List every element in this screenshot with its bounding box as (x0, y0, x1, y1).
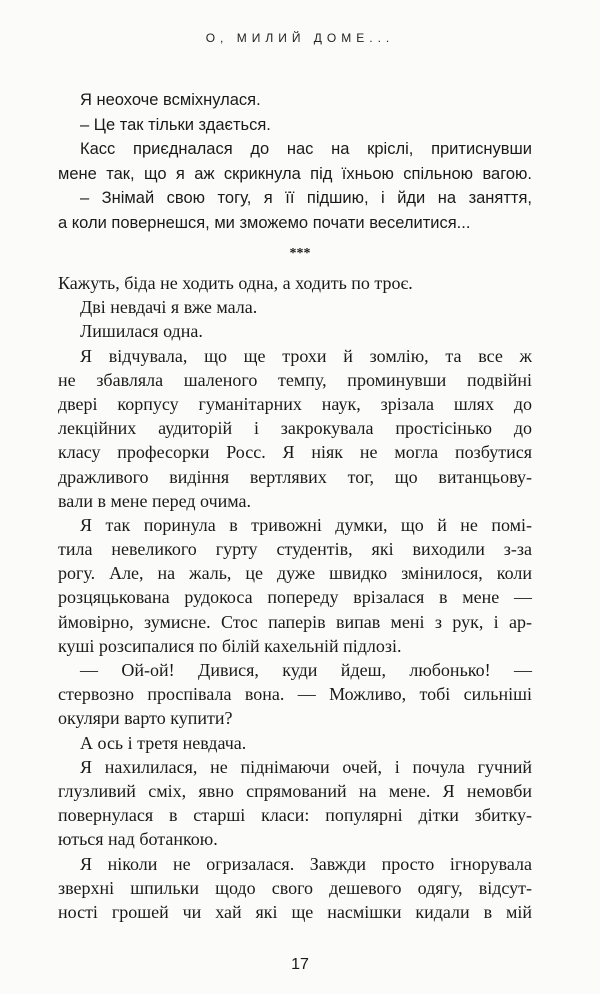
page-number: 17 (291, 956, 309, 973)
text-line: окуляри варто купити? (58, 708, 233, 729)
text-line: ються над ботанкою. (58, 829, 218, 850)
text-line: — Ой-ой! Дивися, куди йдеш, любонько! — (80, 660, 532, 680)
text-line: повернулася в старші класи: популярні дітки збитку- (58, 805, 532, 826)
text-line: дражливого видіння вертлявих тог, що витанцьову- (58, 466, 532, 487)
text-line: Кажуть, біда не ходить одна, а ходить по троє. (58, 273, 413, 293)
text-line: зверхні шпильки щодо свого дешевого одягу, відсут- (58, 877, 532, 898)
text-line: глузливий сміх, явно спрямований на мене. Я немовби (58, 780, 532, 801)
text-line: не збавляла шаленого темпу, проминувши подвійні (58, 369, 532, 390)
text-line: лекційних аудиторій і закрокувала простісінько до (58, 418, 532, 439)
text-line: Я неохоче всміхнулася. (80, 91, 261, 109)
text-line: класу професорки Росс. Я ніяк не могла позбутися (58, 442, 532, 463)
text-line: мене так, що я аж скрикнула під їхньою спільною вагою. (58, 164, 532, 183)
text-line: – Знімай свою тогу, я її підшию, і йди на заняття, (80, 189, 532, 208)
text-block-serif (58, 271, 532, 924)
text-line: Лишилася одна. (80, 321, 203, 342)
text-line: розцяцькована рудокоса попереду врізалася в мене — (58, 587, 532, 608)
text-line: а коли повернешся, ми зможемо почати веселитися... (58, 213, 471, 232)
text-line: Дві невдачі я вже мала. (80, 297, 258, 318)
section-separator: *** (289, 246, 311, 261)
text-line: Я ніколи не огризалася. Завжди просто ігнорувала (80, 853, 532, 874)
text-line: ймовірно, зумисне. Стос паперів випав мені з рук, і ар- (58, 611, 532, 632)
text-line: Я нахилилася, не піднімаючи очей, і почула гучний (80, 756, 532, 777)
text-line: куші розсипалися по білій кахельній підлозі. (58, 635, 402, 656)
text-line: Я відчувала, що ще трохи й зомлію, та все ж (80, 345, 532, 366)
running-header: О, МИЛИЙ ДОМЕ... (205, 31, 395, 45)
text-block-sans (58, 88, 532, 236)
text-line: стервозно проспівала вона. — Можливо, тобі сильніші (58, 684, 532, 705)
text-line: – Це так тільки здається. (80, 115, 271, 134)
text-line: Касс приєдналася до нас на кріслі, притиснувши (80, 140, 532, 159)
text-line: Я так поринула в тривожні думки, що й не помі- (80, 514, 532, 535)
text-line: А ось і третя невдача. (80, 732, 247, 753)
text-line: ності грошей чи хай які ще насмішки кидали в мій (58, 901, 532, 922)
text-line: вали в мене перед очима. (58, 490, 252, 511)
text-line: тила невеликого гурту студентів, які виходили з-за (58, 539, 532, 560)
text-line: двері корпусу гуманітарних наук, зрізала шлях до (58, 393, 532, 414)
text-line: рогу. Але, на жаль, це дуже швидко змінилося, коли (58, 563, 532, 584)
